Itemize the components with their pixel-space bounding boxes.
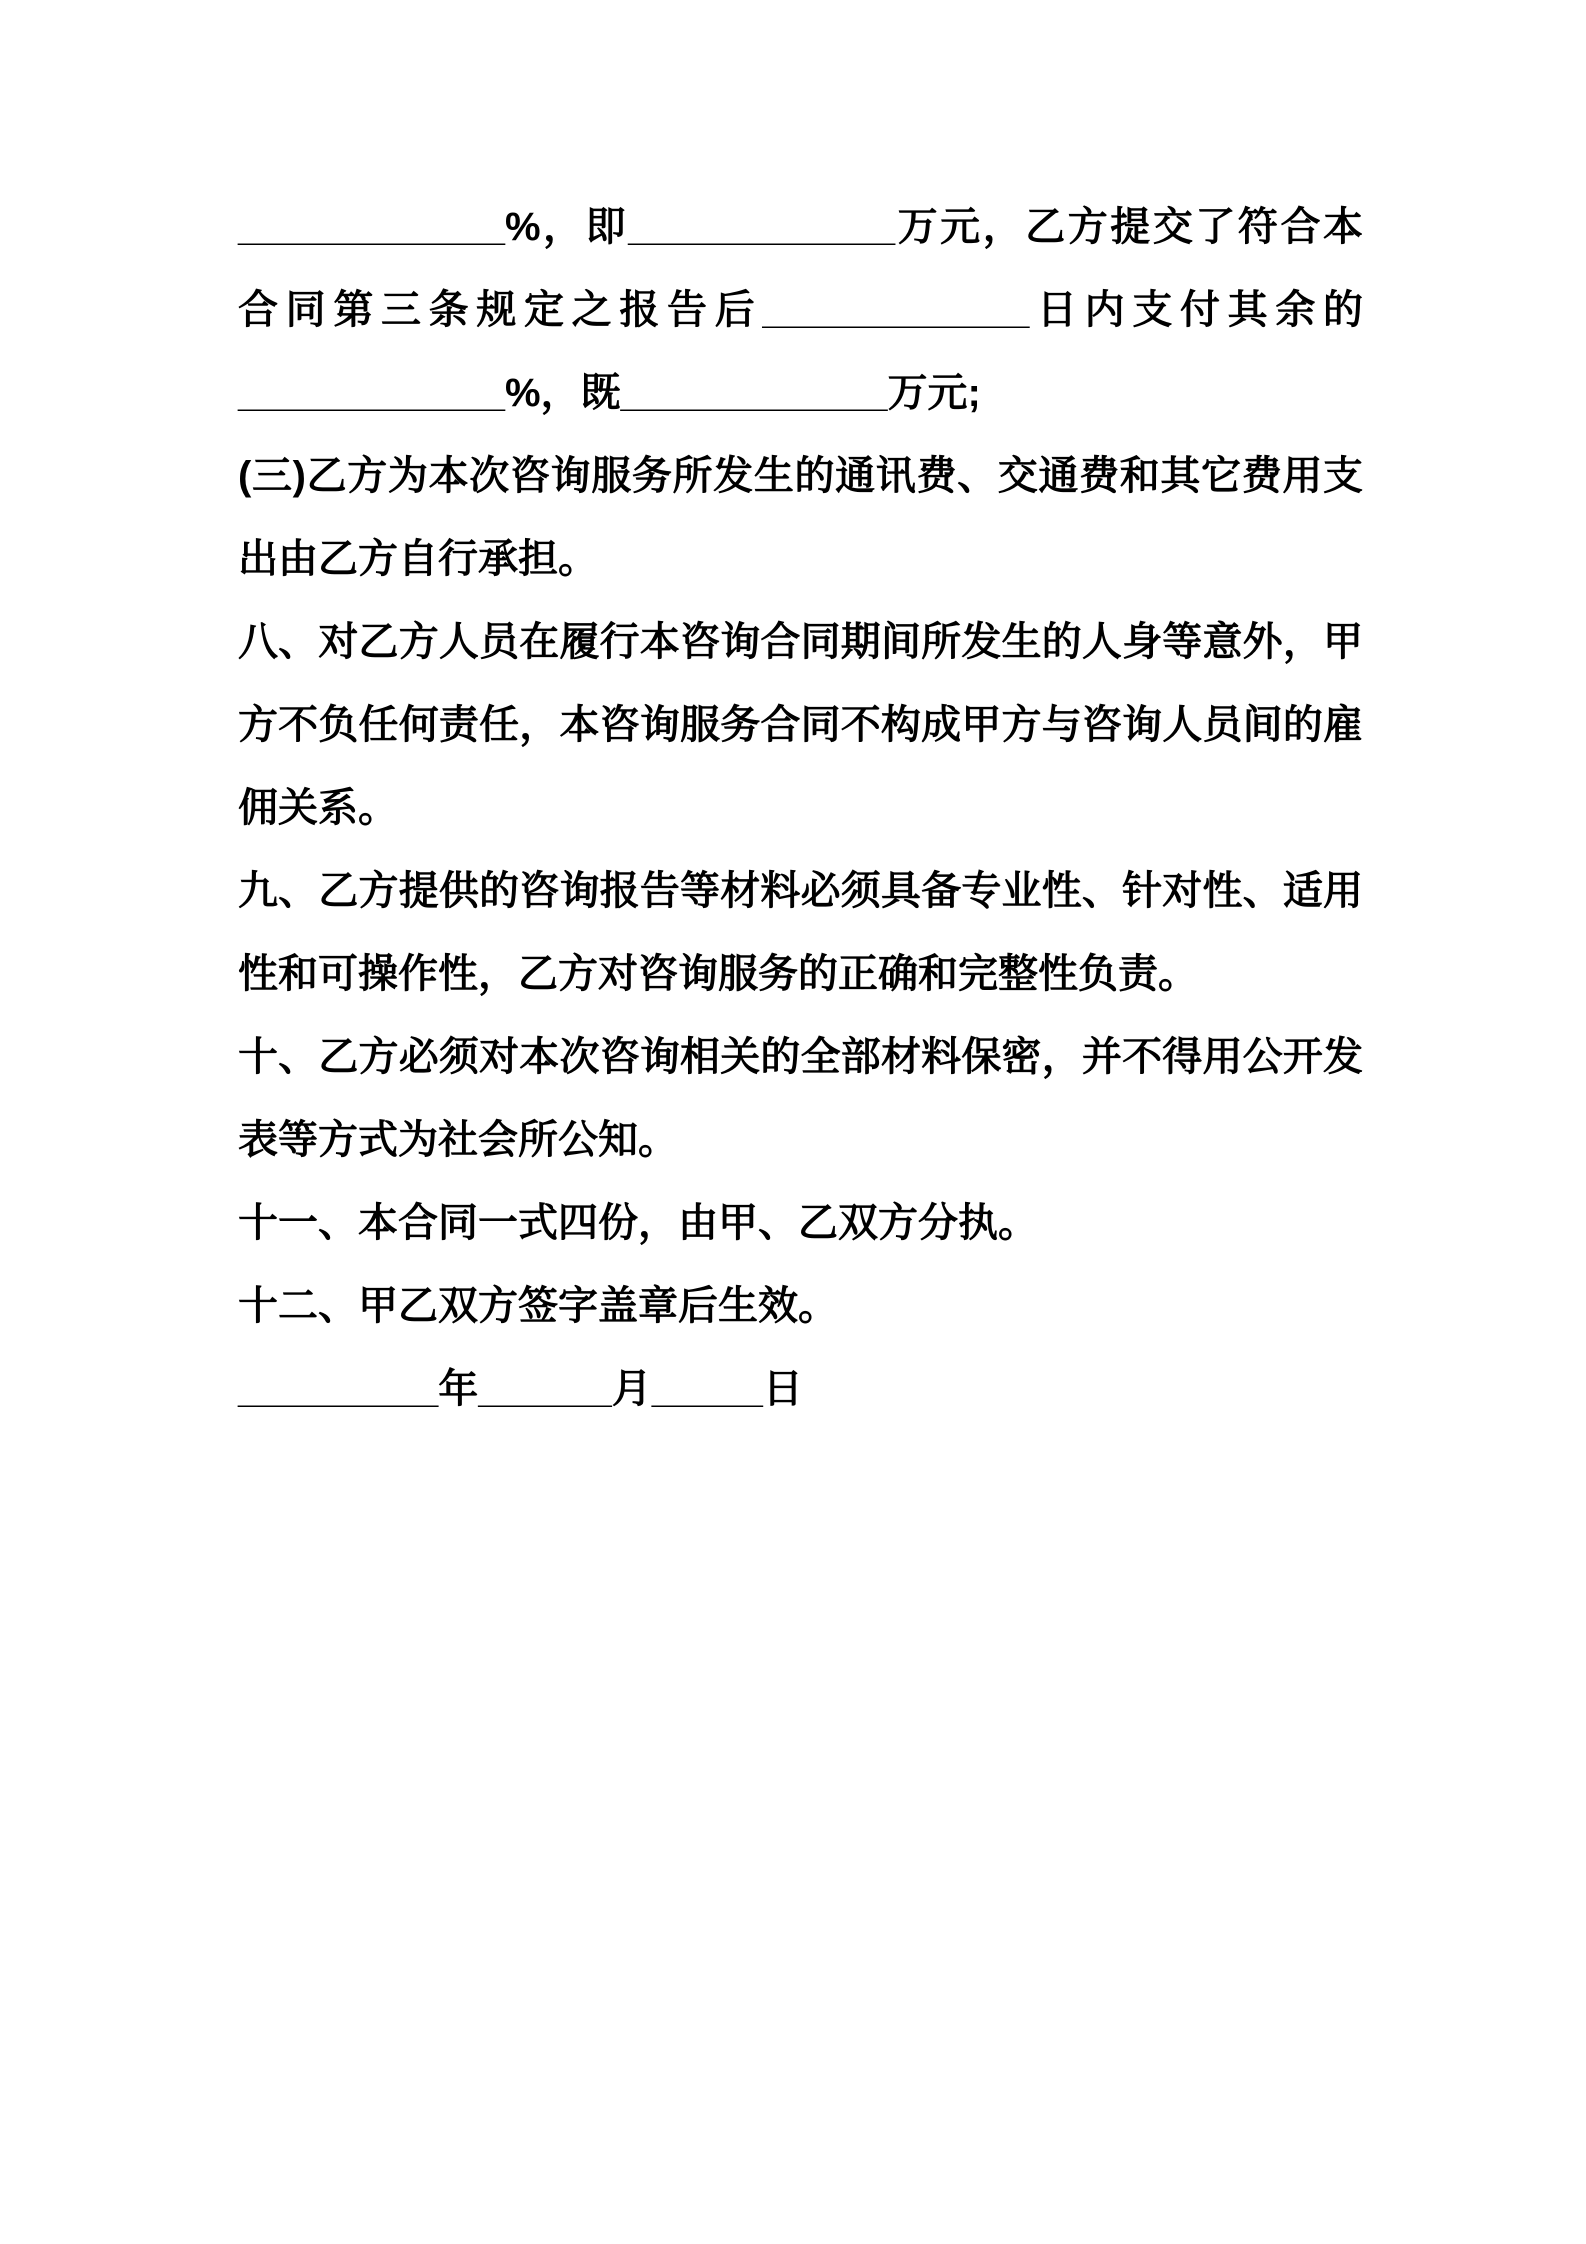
contract-line: ____________%，即____________万元，乙方提交了符合本 [238,205,1363,249]
contract-line: ____________%，既____________万元; [238,371,981,415]
date-signature-line: _________年______月_____日 [238,1367,803,1411]
contract-line: 八、对乙方人员在履行本咨询合同期间所发生的人身等意外，甲 [238,620,1363,664]
contract-line: 表等方式为社会所公知。 [238,1118,678,1162]
contract-line: 性和可操作性，乙方对咨询服务的正确和完整性负责。 [238,952,1198,996]
contract-line: 十、乙方必须对本次咨询相关的全部材料保密，并不得用公开发 [238,1035,1363,1079]
contract-line: 佣关系。 [238,786,398,830]
contract-line: (三)乙方为本次咨询服务所发生的通讯费、交通费和其它费用支 [238,454,1363,498]
contract-text-block [238,186,1363,1431]
contract-line: 方不负任何责任，本咨询服务合同不构成甲方与咨询人员间的雇 [238,703,1363,747]
contract-line: 十一、本合同一式四份，由甲、乙双方分执。 [238,1201,1038,1245]
contract-line: 九、乙方提供的咨询报告等材料必须具备专业性、针对性、适用 [238,869,1363,913]
contract-line: 出由乙方自行承担。 [238,537,598,581]
contract-line: 合同第三条规定之报告后____________日内支付其余的 [238,288,1363,332]
contract-line: 十二、甲乙双方签字盖章后生效。 [238,1284,838,1328]
